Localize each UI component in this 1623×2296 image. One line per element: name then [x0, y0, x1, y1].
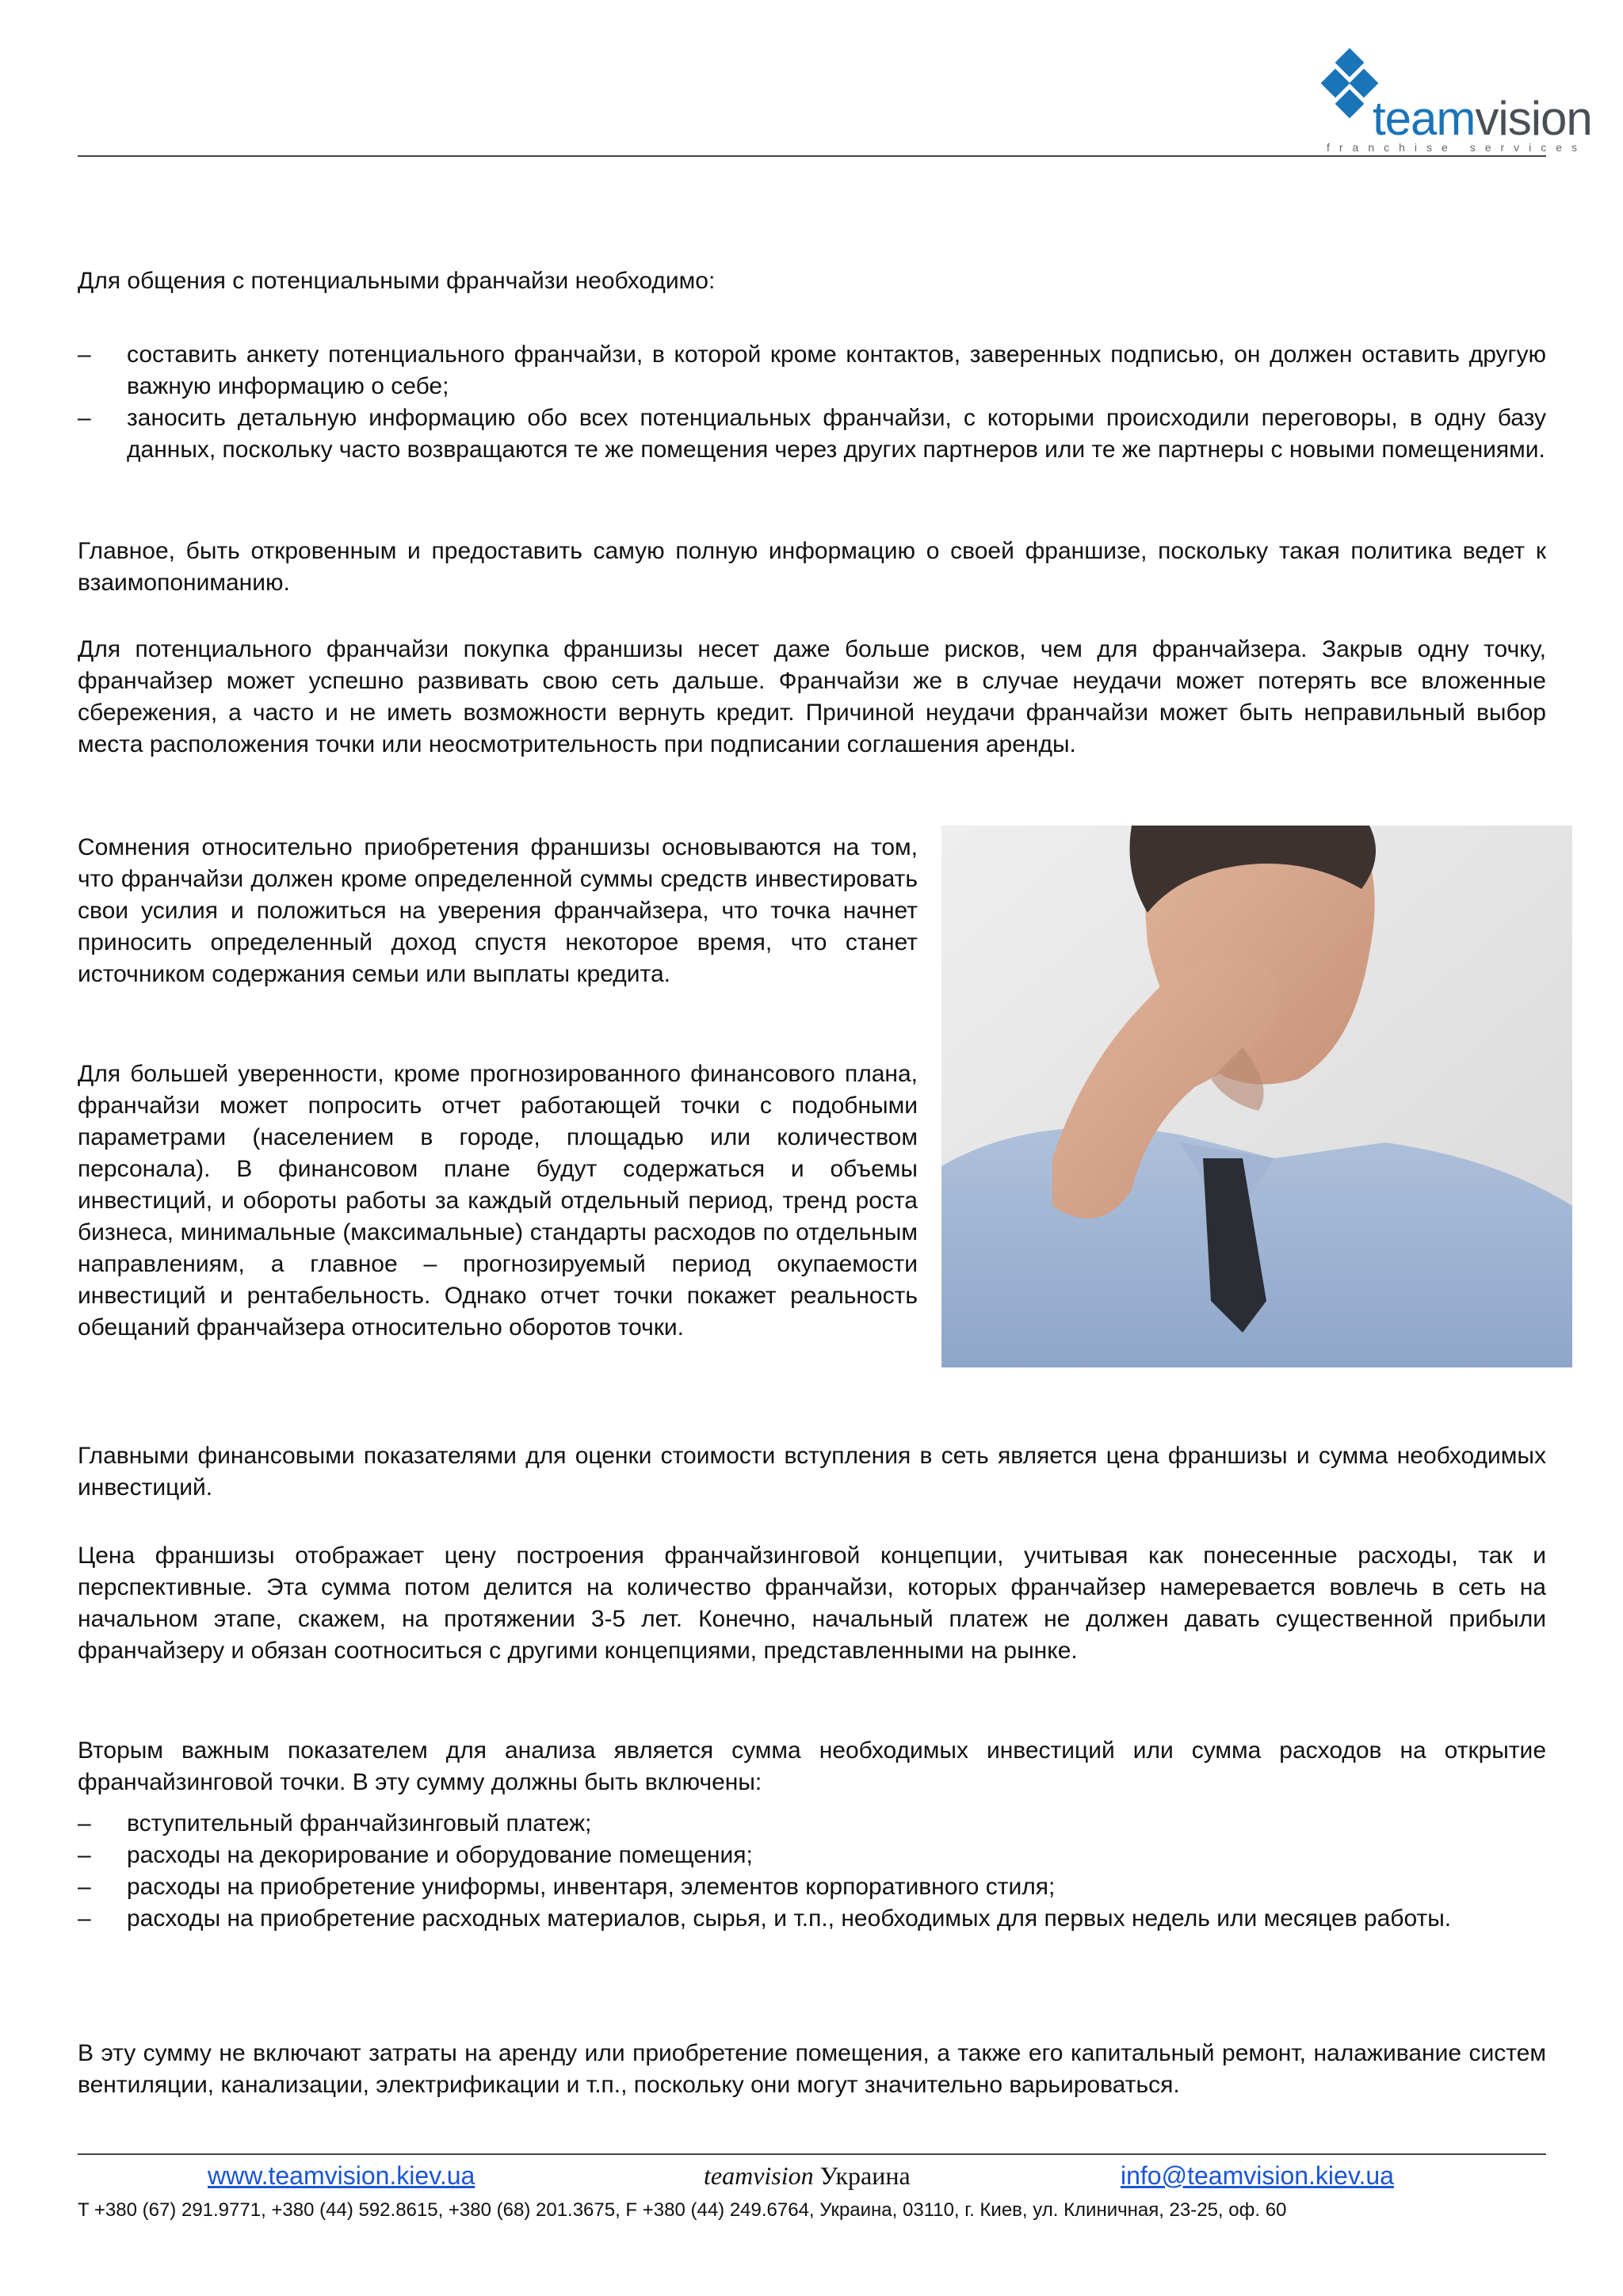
- list-dash: –: [78, 341, 91, 368]
- list-item: – вступительный франчайзинговый платеж;: [127, 1808, 1546, 1840]
- list-item: – расходы на приобретение униформы, инвентаря, элементов корпоративного стиля;: [127, 1871, 1546, 1903]
- paragraph-confidence: Для большей уверенности, кроме прогнозированного финансового плана, франчайзи может попросить отчет работающей точки с подобными параметрами (населением в городе, площадью или количеством персонала). В финансовом плане будут содержаться и объемы инвестиций, и обороты работы за каждый отдельный период, тренд роста бизнеса, минимальные (максимальные) стандарты расходов по отдельным направлениям, а главное – прогнозируемый период окупаемости инвестиций и рентабельность. Однако отчет точки покажет реальность обещаний франчайзера относительно оборотов точки.: [78, 1061, 918, 1341]
- list-dash: –: [78, 1905, 91, 1932]
- paragraph-price: Цена франшизы отображает цену построения франчайзинговой концепции, учитывая как понесенные расходы, так и перспективные. Эта сумма потом делится на количество франчайзи, которых франчайзер намеревается вовлечь в сеть на начальном этапе, скажем, на протяжении 3-5 лет. Конечно, начальный платеж не должен давать существенной прибыли франчайзеру и обязан соотноситься с другими концепциями, представленными на рынке.: [78, 1543, 1546, 1664]
- paragraph-investments: Вторым важным показателем для анализа является сумма необходимых инвестиций или сумма расходов на открытие франчайзинговой точки. В эту сумму должны быть включены:: [78, 1737, 1546, 1795]
- list-item: – расходы на приобретение расходных материалов, сырья, и т.п., необходимых для первых недель или месяцев работы.: [127, 1903, 1546, 1935]
- paragraph-intro: Для общения с потенциальными франчайзи необходимо:: [78, 268, 716, 294]
- paragraph-risks: Для потенциального франчайзи покупка франшизы несет даже больше рисков, чем для франчайзера. Закрыв одну точку, франчайзер может успешно развивать свою сеть дальше. Франчайзи же в случае неудачи может потерять все вложенные сбережения, а часто и не иметь возможности вернуть кредит. Причиной неудачи франчайзи может быть неправильный выбор места расположения точки или неосмотрительность при подписании соглашения аренды.: [78, 636, 1546, 757]
- list-item: – заносить детальную информацию обо всех потенциальных франчайзи, с которыми происходили переговоры, в одну базу данных, поскольку часто возвращаются те же помещения через других партнеров или те же партнеры с новыми помещениями.: [127, 402, 1546, 466]
- footer-rule: [78, 2153, 1546, 2155]
- paragraph-doubts: Сомнения относительно приобретения франшизы основываются на том, что франчайзи должен кроме определенной суммы средств инвестировать свои усилия и положиться на уверения франчайзера, что точка начнет приносить определенный доход спустя некоторое время, что станет источником содержания семьи или выплаты кредита.: [78, 834, 918, 987]
- footer-contacts: T +380 (67) 291.9771, +380 (44) 592.8615, +380 (68) 201.3675, F +380 (44) 249.6764, Украина, 03110, г. Киев, ул. Клиничная, 23-25, оф. 60: [78, 2199, 1287, 2221]
- logo-wordmark: teamvision: [1373, 92, 1592, 145]
- list-item: – составить анкету потенциального франчайзи, в которой кроме контактов, заверенных подписью, он должен оставить другую важную информацию о себе;: [127, 339, 1546, 402]
- photo-thinking-man: [941, 826, 1572, 1367]
- logo-tagline: franchise services: [1327, 141, 1587, 154]
- paragraph-main: Главное, быть откровенным и предоставить самую полную информацию о своей франшизе, поскольку такая политика ведет к взаимопониманию.: [78, 538, 1546, 596]
- list-dash: –: [78, 405, 91, 431]
- list-dash: –: [78, 1842, 91, 1868]
- list-item: – расходы на декорирование и оборудование помещения;: [127, 1840, 1546, 1871]
- website-link[interactable]: www.teamvision.kiev.ua: [208, 2161, 475, 2190]
- list-dash: –: [78, 1810, 91, 1836]
- email-link[interactable]: info@teamvision.kiev.ua: [1121, 2161, 1394, 2190]
- list-dash: –: [78, 1874, 91, 1900]
- footer-brand: teamvision Украина: [704, 2161, 911, 2190]
- header-rule: [78, 155, 1546, 157]
- paragraph-exclusions: В эту сумму не включают затраты на аренду или приобретение помещения, а также его капитальный ремонт, налаживание систем вентиляции, канализации, электрификации и т.п., поскольку они могут значительно варьироваться.: [78, 2040, 1546, 2098]
- paragraph-indicators: Главными финансовыми показателями для оценки стоимости вступления в сеть является цена франшизы и сумма необходимых инвестиций.: [78, 1443, 1546, 1501]
- company-logo: [1316, 44, 1592, 155]
